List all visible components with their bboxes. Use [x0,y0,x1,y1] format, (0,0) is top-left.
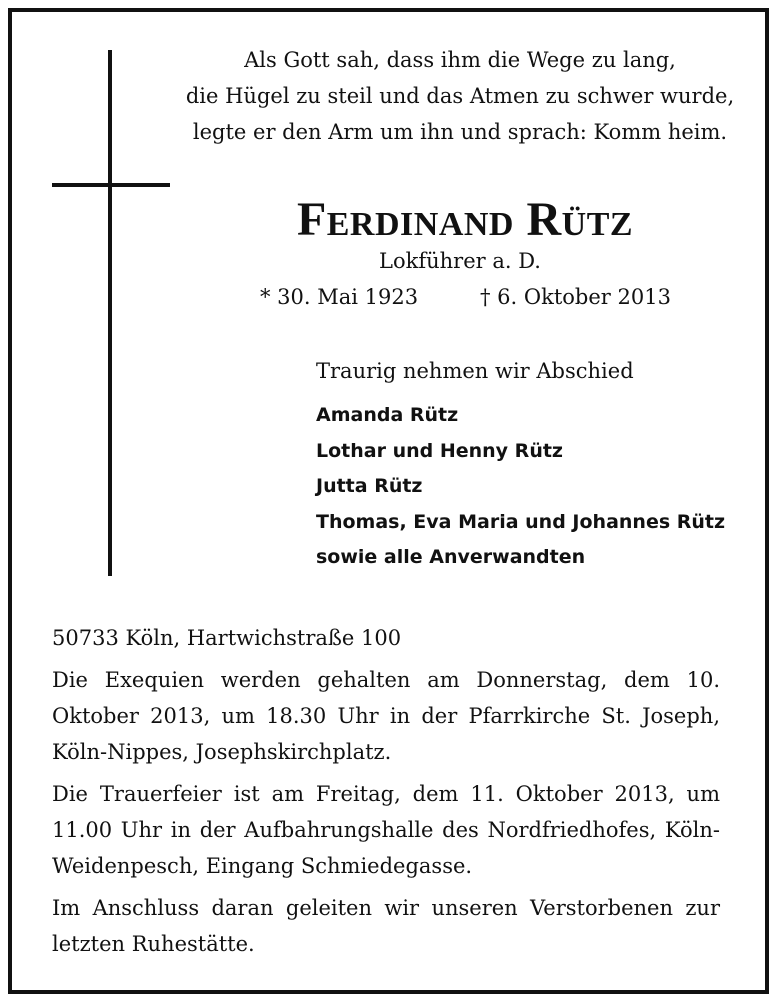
mourner-name: sowie alle Anverwandten [316,546,586,568]
verse-line: legte er den Arm um ihn und sprach: Komm heim. [192,120,728,144]
exequies-paragraph: Die Exequien werden gehalten am Donnerstag, dem 10. Oktober 2013, um 18.30 Uhr in der Pfarrkirche St. Joseph, Köln-Nippes, Josephskirchplatz. [52,668,720,764]
burial-paragraph: Im Anschluss daran geleiten wir unseren Verstorbenen zur letzten Ruhestätte. [52,896,720,956]
deceased-occupation: Lokführer a. D. [379,249,541,273]
mourner-name: Lothar und Henny Rütz [316,439,563,462]
mourners-list [316,398,725,576]
mourner-name: Thomas, Eva Maria und Johannes Rütz [316,510,726,533]
mourner-name: Jutta Rütz [316,475,423,497]
mourner-name: Amanda Rütz [316,404,459,426]
funeral-service-paragraph: Die Trauerfeier ist am Freitag, dem 11. Oktober 2013, um 11.00 Uhr in der Aufbahrungshalle des Nordfriedhofes, Köln-Weidenpesch, Eingang Schmiedegasse. [52,782,720,878]
cross-icon [108,50,112,576]
cross-icon-crossbar [52,183,170,187]
verse-line: die Hügel zu steil und das Atmen zu schwer wurde, [185,84,735,108]
death-date: † 6. Oktober 2013 [480,285,671,309]
birth-date: * 30. Mai 1923 [260,285,419,309]
mourning-intro: Traurig nehmen wir Abschied [316,359,634,383]
memorial-verse [175,42,745,150]
verse-line: Als Gott sah, dass ihm die Wege zu lang, [244,48,676,72]
service-details [52,620,720,968]
family-address: 50733 Köln, Hartwichstraße 100 [52,626,402,650]
deceased-name: Ferdinand Rütz [296,193,634,246]
